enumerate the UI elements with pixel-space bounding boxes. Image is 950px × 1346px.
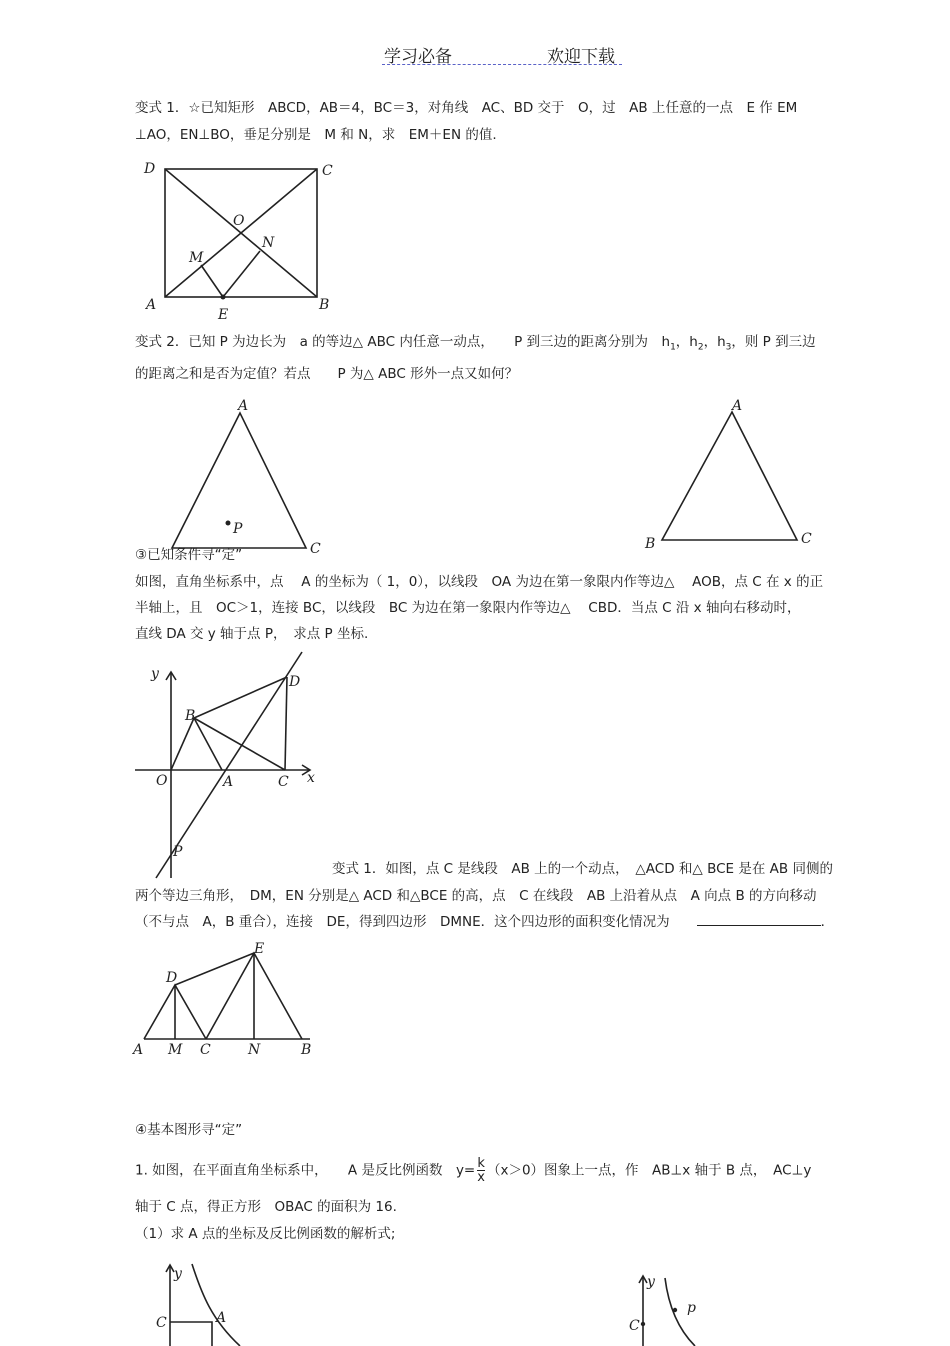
label-a: A xyxy=(133,1042,144,1058)
v2-line2: 的距离之和是否为定值？若点 P 为△ ABC 形外一点又如何？ xyxy=(135,366,519,382)
triangle-right-figure xyxy=(635,390,825,555)
point-p xyxy=(673,1308,677,1312)
label-p: P xyxy=(233,521,243,537)
label-n: N xyxy=(262,235,275,251)
label-c: C xyxy=(322,163,333,179)
label-a: A xyxy=(732,398,743,414)
seg-em xyxy=(201,265,223,297)
triangle-interior-figure xyxy=(160,395,335,560)
label-b: B xyxy=(185,708,196,724)
label-e: E xyxy=(218,307,229,323)
label-d: D xyxy=(166,970,178,986)
label-o: O xyxy=(233,213,245,229)
v3-line1: 变式 1．如图，点 C 是线段 AB 上的一个动点， △ACD 和△ BCE 是在 AB 同侧的 xyxy=(332,861,833,877)
two-triangles-figure xyxy=(130,935,325,1060)
point-e xyxy=(221,295,226,300)
label-p: p xyxy=(687,1300,696,1316)
label-a: A xyxy=(238,398,249,414)
label-c: C xyxy=(629,1318,640,1334)
v1-line1: 变式 1．☆已知矩形 ABCD，AB＝4，BC＝3，对角线 AC、BD 交于 O，过 AB 上任意的一点 E 作 EM xyxy=(135,100,798,116)
sec4-line1: 1. 如图，在平面直角坐标系中， A 是反比例函数 $y= \frac{k}{x}$ （x＞0）图象上一点，作 AB⊥x 轴于 B 点， AC⊥y xyxy=(135,1156,812,1185)
answer-blank[interactable] xyxy=(697,911,821,926)
label-c: C xyxy=(278,774,289,790)
label-a: A xyxy=(223,774,234,790)
hyperbola-left-figure xyxy=(150,1260,260,1346)
label-n: N xyxy=(248,1042,261,1058)
seg-de xyxy=(175,953,254,985)
label-m: M xyxy=(189,250,204,266)
sec4-line3: （1）求 A 点的坐标及反比例函数的解析式; xyxy=(135,1226,396,1242)
label-b: B xyxy=(319,297,330,313)
label-a: A xyxy=(146,297,157,313)
label-o: O xyxy=(156,773,168,789)
v2-line1: 变式 2．已知 P 为边长为 a 的等边△ ABC 内任意一动点， P 到三边的距离分别为 $h_1$，$h_2$，$h_3$，则 P 到三边 xyxy=(135,334,816,353)
triangle-abc-right xyxy=(662,412,797,540)
coordinate-figure xyxy=(130,650,330,880)
point-c xyxy=(641,1322,645,1326)
hyperbola-curve xyxy=(192,1264,240,1346)
label-m: M xyxy=(168,1042,183,1058)
label-a: A xyxy=(216,1310,227,1326)
v1-line2: ⊥AO，EN⊥BO，垂足分别是 M 和 N，求 EM＋EN 的值. xyxy=(135,127,497,143)
label-c: C xyxy=(310,541,321,557)
header-right: 欢迎下载 xyxy=(547,47,615,67)
sec3-title: ③已知条件寻“定” xyxy=(135,547,243,563)
seg-dc xyxy=(285,677,287,770)
label-y: y xyxy=(647,1274,655,1290)
fraction-k-over-x: $\frac{k}{x}$ xyxy=(477,1156,485,1185)
point-p xyxy=(226,521,231,526)
label-c: C xyxy=(156,1315,167,1331)
sec3-line3: 直线 DA 交 y 轴于点 P， 求点 P 坐标. xyxy=(135,626,369,642)
label-b: B xyxy=(301,1042,312,1058)
label-c: C xyxy=(200,1042,211,1058)
label-d: D xyxy=(289,674,301,690)
seg-en xyxy=(223,251,260,297)
sec4-title: ④基本图形寻“定” xyxy=(135,1122,243,1138)
header-underline xyxy=(382,64,622,65)
sec3-line1: 如图，直角坐标系中，点 A 的坐标为（ 1，0），以线段 OA 为边在第一象限内作等边△ AOB，点 C 在 x 的正 xyxy=(135,574,824,590)
square-sides xyxy=(170,1322,212,1346)
label-e: E xyxy=(254,941,265,957)
label-y: y xyxy=(174,1266,182,1282)
label-y: y xyxy=(151,666,159,682)
rectangle-figure xyxy=(135,155,350,325)
label-d: D xyxy=(144,161,156,177)
label-x: x xyxy=(307,770,315,786)
sec4-line2: 轴于 C 点，得正方形 OBAC 的面积为 16. xyxy=(135,1199,397,1215)
header-left: 学习必备 xyxy=(384,47,452,67)
v3-line3: （不与点 A，B 重合），连接 DE，得到四边形 DMNE．这个四边形的面积变化情况为 ． xyxy=(135,909,834,936)
sec3-line2: 半轴上，且 OC＞1，连接 BC，以线段 BC 为边在第一象限内作等边△ CBD．当点 C 沿 x 轴向右移动时， xyxy=(135,600,801,616)
hyperbola-right-figure xyxy=(625,1270,735,1346)
label-c: C xyxy=(801,531,812,547)
seg-ob xyxy=(171,718,194,770)
v3-line2: 两个等边三角形， DM，EN 分别是△ ACD 和△BCE 的高，点 C 在线段 AB 上沿着从点 A 向点 B 的方向移动 xyxy=(135,888,817,904)
label-p: P xyxy=(173,844,183,860)
label-b: B xyxy=(645,536,656,552)
